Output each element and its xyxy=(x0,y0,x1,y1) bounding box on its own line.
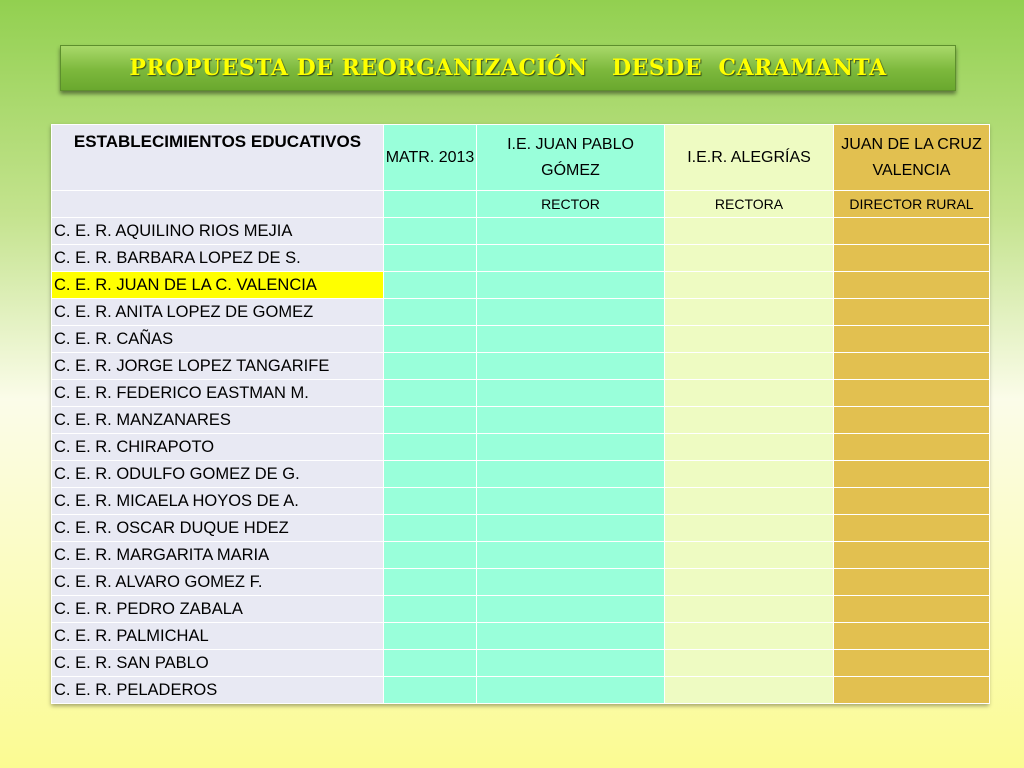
matr-cell xyxy=(384,488,477,515)
juan-pablo-gomez-cell xyxy=(477,380,665,407)
alegrias-cell xyxy=(665,488,834,515)
matr-cell xyxy=(384,245,477,272)
matr-cell xyxy=(384,677,477,704)
header-juan-pablo-gomez: I.E. JUAN PABLO GÓMEZ xyxy=(477,125,665,191)
establecimiento-name: C. E. R. AQUILINO RIOS MEJIA xyxy=(52,218,384,245)
role-rector: RECTOR xyxy=(477,191,665,218)
alegrias-cell xyxy=(665,596,834,623)
juan-pablo-gomez-cell xyxy=(477,326,665,353)
alegrias-cell xyxy=(665,218,834,245)
table-row xyxy=(52,569,990,596)
alegrias-cell xyxy=(665,245,834,272)
juan-de-la-cruz-cell xyxy=(834,461,990,488)
header-matr: MATR. 2013 xyxy=(384,125,477,191)
matr-cell xyxy=(384,596,477,623)
title-banner xyxy=(60,45,956,91)
juan-de-la-cruz-cell xyxy=(834,380,990,407)
juan-pablo-gomez-cell xyxy=(477,272,665,299)
table-row xyxy=(52,353,990,380)
role-director-rural: DIRECTOR RURAL xyxy=(834,191,990,218)
alegrias-cell xyxy=(665,326,834,353)
alegrias-cell xyxy=(665,272,834,299)
matr-cell xyxy=(384,542,477,569)
table-body xyxy=(52,218,990,704)
establecimiento-name: C. E. R. MICAELA HOYOS DE A. xyxy=(52,488,384,515)
table-row xyxy=(52,623,990,650)
table-row xyxy=(52,326,990,353)
juan-de-la-cruz-cell xyxy=(834,353,990,380)
alegrias-cell xyxy=(665,407,834,434)
role-rectora: RECTORA xyxy=(665,191,834,218)
juan-de-la-cruz-cell xyxy=(834,515,990,542)
page-title: PROPUESTA DE REORGANIZACIÓN DESDE CARAMANTA xyxy=(129,55,887,81)
table-row xyxy=(52,272,990,299)
matr-cell xyxy=(384,434,477,461)
matr-cell xyxy=(384,299,477,326)
juan-de-la-cruz-cell xyxy=(834,596,990,623)
juan-de-la-cruz-cell xyxy=(834,569,990,596)
table-row xyxy=(52,515,990,542)
juan-pablo-gomez-cell xyxy=(477,488,665,515)
juan-de-la-cruz-cell xyxy=(834,218,990,245)
matr-cell xyxy=(384,380,477,407)
juan-de-la-cruz-cell xyxy=(834,488,990,515)
establecimiento-name: C. E. R. ALVARO GOMEZ F. xyxy=(52,569,384,596)
matr-cell xyxy=(384,326,477,353)
juan-pablo-gomez-cell xyxy=(477,677,665,704)
alegrias-cell xyxy=(665,650,834,677)
table-row xyxy=(52,434,990,461)
table-row xyxy=(52,677,990,704)
juan-pablo-gomez-cell xyxy=(477,623,665,650)
establecimiento-name: C. E. R. ODULFO GOMEZ DE G. xyxy=(52,461,384,488)
juan-de-la-cruz-cell xyxy=(834,542,990,569)
reorganization-table xyxy=(51,124,990,704)
juan-de-la-cruz-cell xyxy=(834,245,990,272)
alegrias-cell xyxy=(665,299,834,326)
table-row xyxy=(52,299,990,326)
juan-pablo-gomez-cell xyxy=(477,542,665,569)
juan-pablo-gomez-cell xyxy=(477,434,665,461)
establecimiento-name: C. E. R. JORGE LOPEZ TANGARIFE xyxy=(52,353,384,380)
juan-de-la-cruz-cell xyxy=(834,299,990,326)
establecimiento-name: C. E. R. CHIRAPOTO xyxy=(52,434,384,461)
establecimiento-name: C. E. R. ANITA LOPEZ DE GOMEZ xyxy=(52,299,384,326)
juan-de-la-cruz-cell xyxy=(834,407,990,434)
establecimiento-name: C. E. R. SAN PABLO xyxy=(52,650,384,677)
alegrias-cell xyxy=(665,542,834,569)
table-row xyxy=(52,650,990,677)
matr-cell xyxy=(384,407,477,434)
table-row xyxy=(52,542,990,569)
juan-de-la-cruz-cell xyxy=(834,272,990,299)
alegrias-cell xyxy=(665,434,834,461)
table-row xyxy=(52,461,990,488)
header-juan-de-la-cruz: JUAN DE LA CRUZ VALENCIA xyxy=(834,125,990,191)
juan-de-la-cruz-cell xyxy=(834,326,990,353)
role-row xyxy=(52,191,990,218)
juan-pablo-gomez-cell xyxy=(477,515,665,542)
establecimiento-name: C. E. R. MARGARITA MARIA xyxy=(52,542,384,569)
juan-pablo-gomez-cell xyxy=(477,353,665,380)
juan-pablo-gomez-cell xyxy=(477,299,665,326)
matr-cell xyxy=(384,650,477,677)
establecimiento-name: C. E. R. FEDERICO EASTMAN M. xyxy=(52,380,384,407)
matr-cell xyxy=(384,353,477,380)
table-row xyxy=(52,380,990,407)
table-row xyxy=(52,596,990,623)
alegrias-cell xyxy=(665,677,834,704)
juan-pablo-gomez-cell xyxy=(477,245,665,272)
juan-de-la-cruz-cell xyxy=(834,434,990,461)
role-cell-establecimientos xyxy=(52,191,384,218)
establecimiento-name: C. E. R. PELADEROS xyxy=(52,677,384,704)
juan-pablo-gomez-cell xyxy=(477,407,665,434)
table-row xyxy=(52,488,990,515)
alegrias-cell xyxy=(665,515,834,542)
matr-cell xyxy=(384,515,477,542)
reorganization-table-container xyxy=(51,124,989,704)
table-row xyxy=(52,407,990,434)
juan-pablo-gomez-cell xyxy=(477,596,665,623)
juan-de-la-cruz-cell xyxy=(834,623,990,650)
establecimiento-name: C. E. R. MANZANARES xyxy=(52,407,384,434)
header-row xyxy=(52,125,990,191)
establecimiento-name: C. E. R. OSCAR DUQUE HDEZ xyxy=(52,515,384,542)
alegrias-cell xyxy=(665,623,834,650)
establecimiento-name: C. E. R. BARBARA LOPEZ DE S. xyxy=(52,245,384,272)
header-establecimientos: ESTABLECIMIENTOS EDUCATIVOS xyxy=(52,125,384,191)
juan-pablo-gomez-cell xyxy=(477,461,665,488)
matr-cell xyxy=(384,218,477,245)
matr-cell xyxy=(384,569,477,596)
table-row xyxy=(52,218,990,245)
header-alegrias: I.E.R. ALEGRÍAS xyxy=(665,125,834,191)
alegrias-cell xyxy=(665,569,834,596)
establecimiento-name: C. E. R. JUAN DE LA C. VALENCIA xyxy=(52,272,384,299)
role-cell-matr xyxy=(384,191,477,218)
juan-de-la-cruz-cell xyxy=(834,650,990,677)
establecimiento-name: C. E. R. CAÑAS xyxy=(52,326,384,353)
matr-cell xyxy=(384,461,477,488)
establecimiento-name: C. E. R. PALMICHAL xyxy=(52,623,384,650)
table-row xyxy=(52,245,990,272)
juan-pablo-gomez-cell xyxy=(477,569,665,596)
matr-cell xyxy=(384,272,477,299)
juan-pablo-gomez-cell xyxy=(477,218,665,245)
alegrias-cell xyxy=(665,353,834,380)
alegrias-cell xyxy=(665,461,834,488)
juan-pablo-gomez-cell xyxy=(477,650,665,677)
alegrias-cell xyxy=(665,380,834,407)
juan-de-la-cruz-cell xyxy=(834,677,990,704)
establecimiento-name: C. E. R. PEDRO ZABALA xyxy=(52,596,384,623)
matr-cell xyxy=(384,623,477,650)
